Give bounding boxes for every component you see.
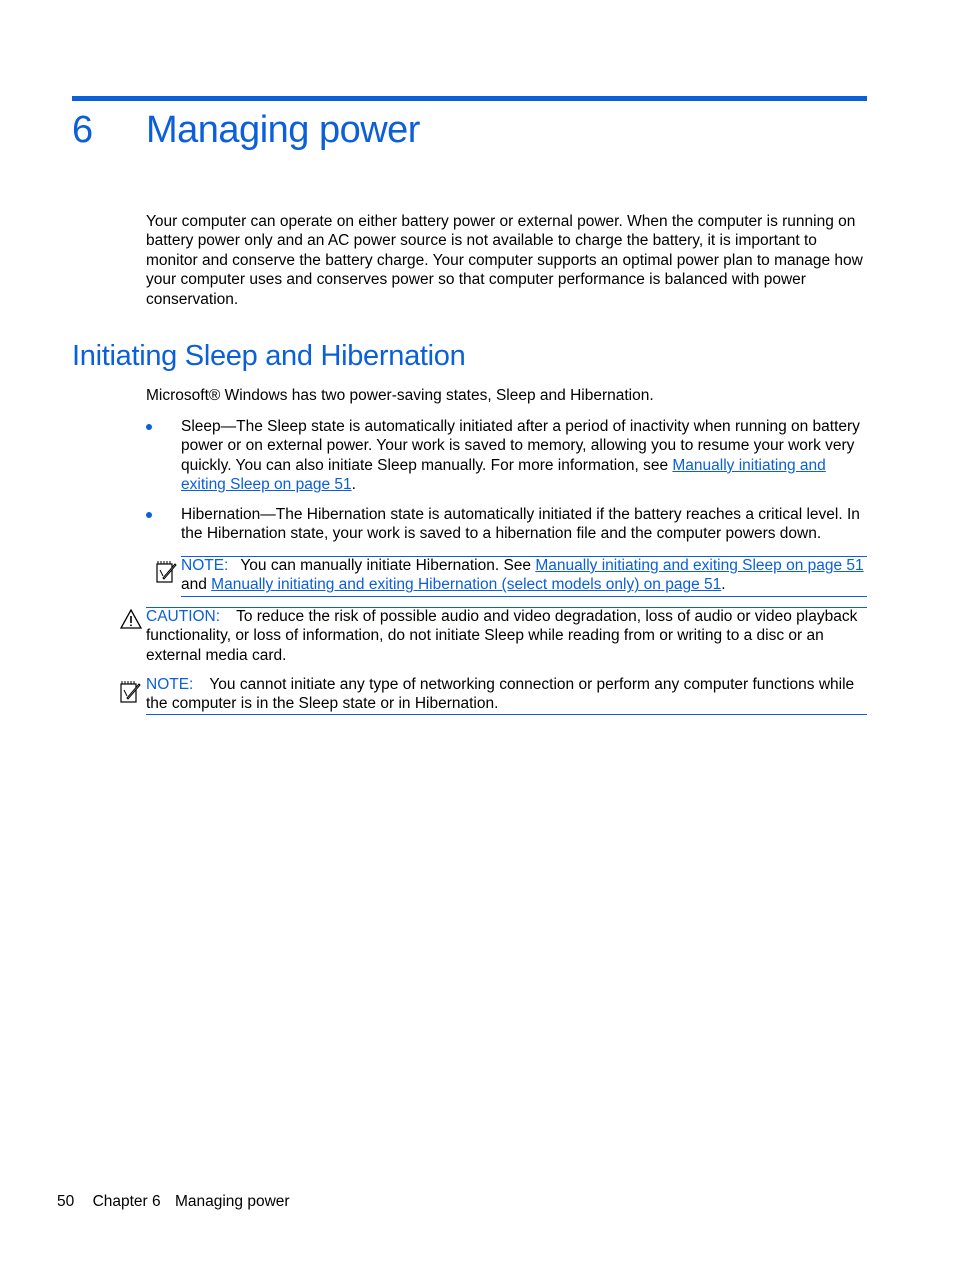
chapter-title: Managing power <box>146 109 420 151</box>
page-footer <box>57 1192 290 1211</box>
caution-text: CAUTION: To reduce the risk of possible audio and video degradation, loss of audio or video playback functionality, or loss of information, do not initiate Sleep while reading from or writing to a disc or an external media card. <box>146 608 858 664</box>
footer-chapter: Chapter 6 <box>92 1193 161 1210</box>
note-text: NOTE: You can manually initiate Hibernation. See Manually initiating and exiting Sleep on page 51 and Manually initiating and exiting Hibernation (select models only) on page 51. <box>181 557 864 594</box>
section-heading: Initiating Sleep and Hibernation <box>72 340 466 372</box>
list-item-text: Sleep—The Sleep state is automatically initiated after a period of inactivity when running on battery power or on external power. Your work is saved to memory, allowing you to resume your work very quickly. You can also initiate Sleep manually. For more information, see Manually initiating and exiting Sleep on page 51. <box>181 418 860 494</box>
intro-paragraph: Your computer can operate on either battery power or external power. When the computer is running on battery power only and an AC power source is not available to charge the battery, it is important to monitor and conserve the battery charge. Your computer supports an optimal power plan to manage how your computer uses and conserves power so that computer performance is balanced with power conservation. <box>146 213 863 308</box>
list-item-text: Hibernation—The Hibernation state is automatically initiated if the battery reaches a critical level. In the Hibernation state, your work is saved to a hibernation file and the computer powers down. <box>181 506 860 543</box>
page-number: 50 <box>57 1193 75 1210</box>
note-icon <box>119 678 141 704</box>
caution-box <box>146 607 867 666</box>
note-hibernation <box>181 556 867 597</box>
link-manually-hibernation[interactable]: Manually initiating and exiting Hibernation (select models only) on page 51 <box>211 576 722 594</box>
caution-triangle-icon <box>120 609 142 629</box>
power-states-paragraph: Microsoft® Windows has two power-saving states, Sleep and Hibernation. <box>146 387 654 404</box>
note-label: NOTE: <box>181 557 229 574</box>
chapter-number: 6 <box>72 109 93 151</box>
caution-label: CAUTION: <box>146 608 221 625</box>
note-networking <box>146 676 867 715</box>
bullet-icon <box>146 512 152 518</box>
bullet-icon <box>146 424 152 430</box>
note-text: NOTE: You cannot initiate any type of networking connection or perform any computer functions while the computer is in the Sleep state or in Hibernation. <box>146 676 855 713</box>
link-manually-sleep-note[interactable]: Manually initiating and exiting Sleep on page 51 <box>535 557 864 574</box>
link-manually-sleep[interactable]: Manually initiating and exiting Sleep on page 51 <box>181 456 826 494</box>
note-icon <box>155 558 177 584</box>
chapter-rule <box>72 96 867 101</box>
note-label: NOTE: <box>146 676 194 693</box>
footer-title: Managing power <box>174 1193 290 1210</box>
